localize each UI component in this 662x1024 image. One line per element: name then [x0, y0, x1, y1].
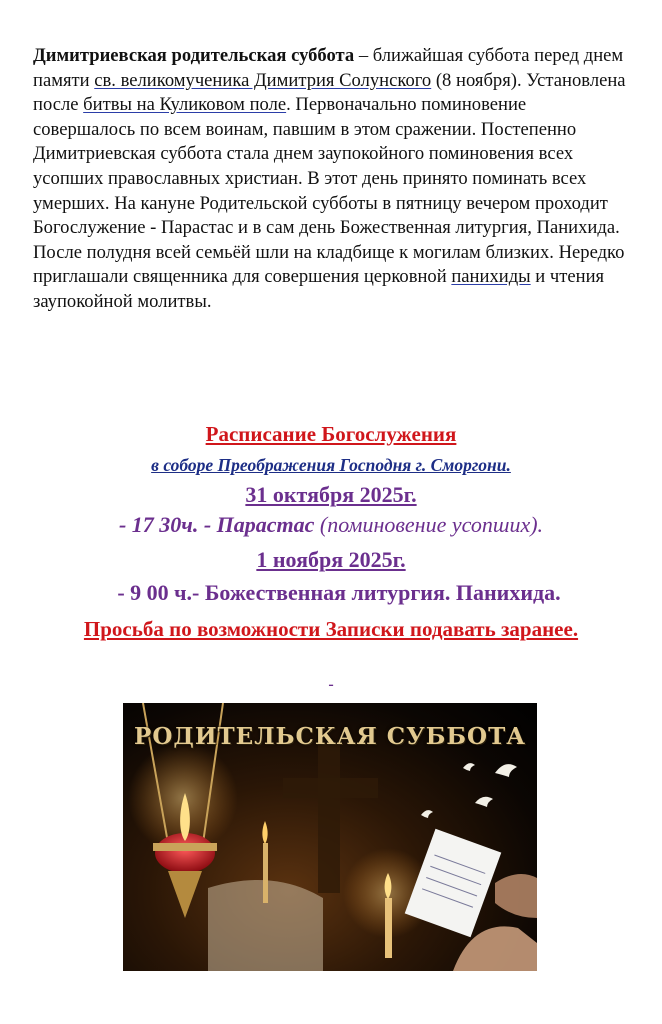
text-4: и чтения заупокойной молитвы.	[33, 266, 605, 312]
link-kulikovo-battle[interactable]: битвы на Куликовом поле	[83, 94, 287, 116]
service-parastas-time: - 17 30ч. - Парастас	[118, 512, 315, 537]
schedule-place: в соборе Преображения Господня г. Сморгони.	[151, 455, 511, 475]
service-parastas	[0, 512, 662, 538]
date-october-31: 31 октября 2025г.	[245, 482, 417, 507]
parental-saturday-image	[123, 703, 537, 971]
service-parastas-note: (поминовение усопших).	[314, 512, 544, 537]
image-banner-title: РОДИТЕЛЬСКАЯ СУББОТА	[134, 723, 526, 750]
article-title: Димитриевская родительская суббота	[33, 45, 355, 66]
link-saint-demetrius[interactable]: св. великомученика Димитрия Солунского	[94, 69, 432, 91]
service-liturgy: - 9 00 ч.- Божественная литургия. Панихида.	[117, 580, 561, 605]
schedule-heading: Расписание Богослужения	[205, 422, 457, 446]
notes-request	[0, 614, 662, 645]
separator-dash: -	[328, 676, 334, 693]
date-november-1: 1 ноября 2025г.	[256, 547, 406, 572]
notes-request-text: Просьба по возможности Записки подавать заранее.	[83, 617, 579, 641]
link-panikhida[interactable]: панихиды	[451, 266, 531, 288]
article-paragraph	[33, 44, 633, 315]
text-3: . Первоначально поминовение совершалось по всем воинам, павшим в этом сражении. Постепенно Димитриевская суббота стала днем заупокойного поминовения всех усопших православных христиан. В этот день принято поминать всех умерших. На кануне Родительской субботы в пятницу вечером проходит Богослужение - Парастас и в сам день Божественная литургия, Панихида. После полудня всей семьёй шли на кладбище к могилам близких. Нередко приглашали священника для совершения церковной	[33, 94, 625, 288]
text-2: (8 ноября). Установлена после	[33, 69, 626, 116]
text-1: – ближайшая суббота перед днем памяти	[33, 45, 624, 91]
